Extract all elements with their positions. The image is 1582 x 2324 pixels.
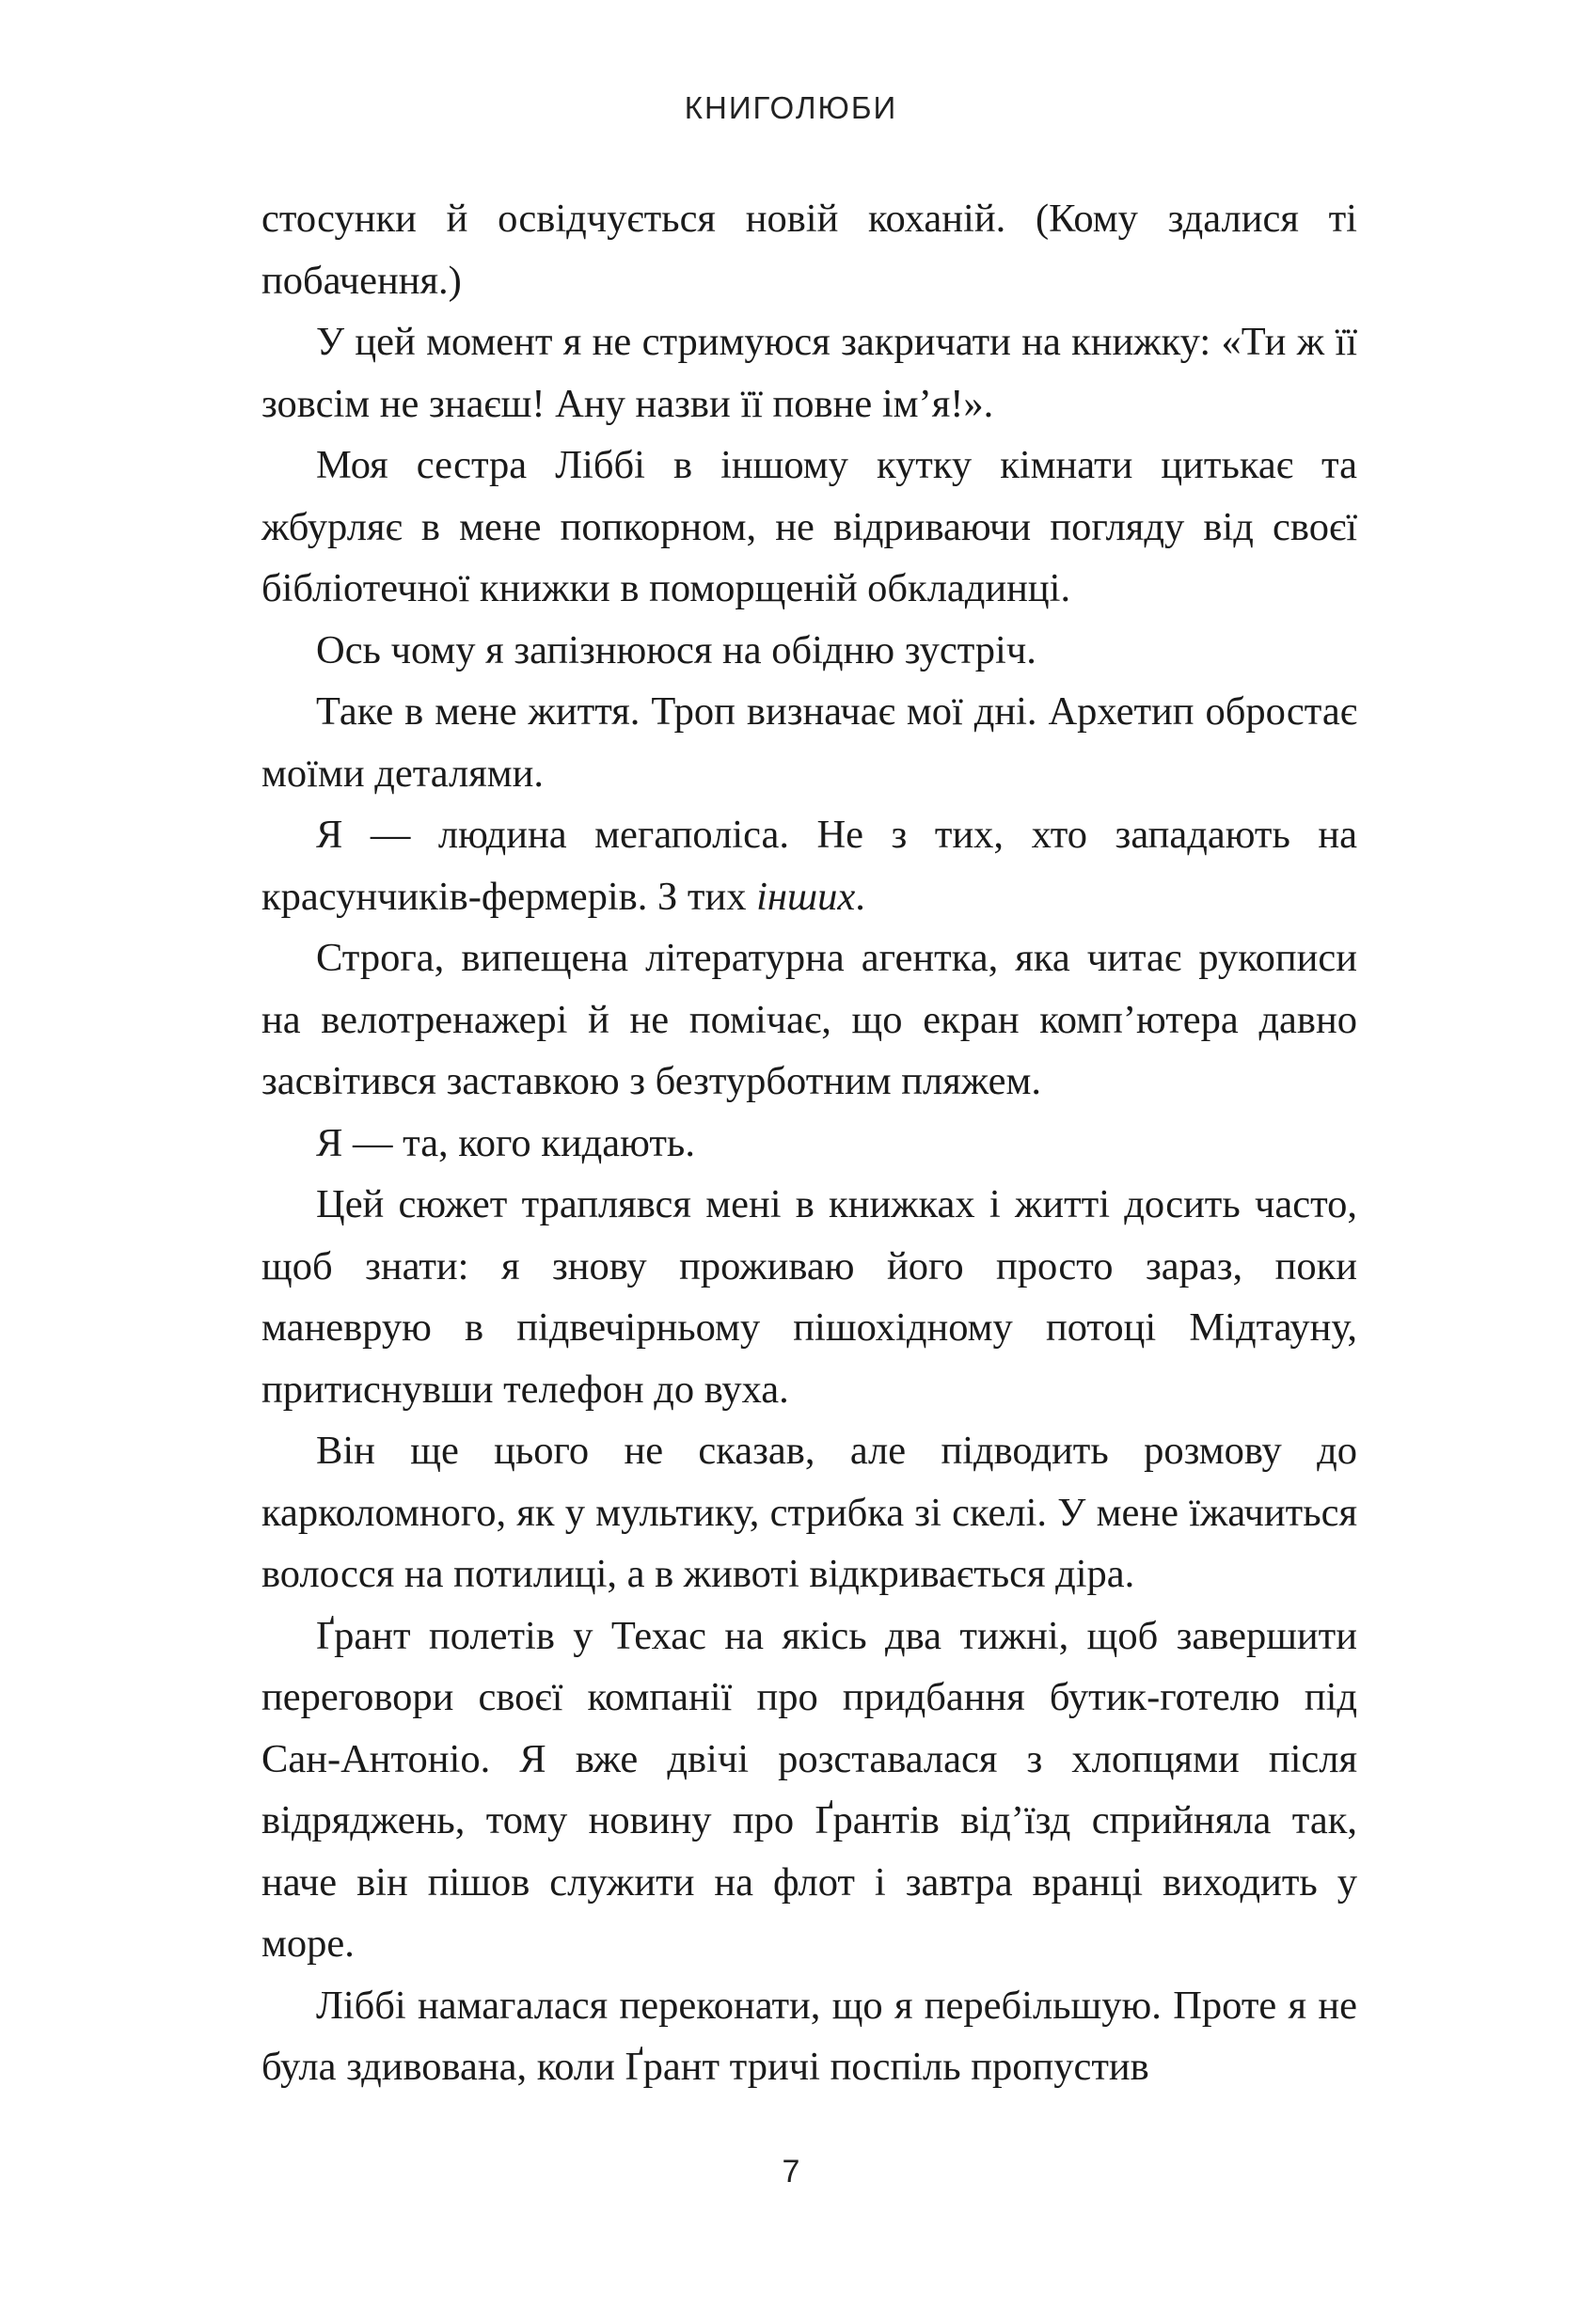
paragraph: У цей момент я не стримуюся закричати на книжку: «Ти ж її зовсім не знаєш! Ану назви її повне ім’я!». xyxy=(261,320,1357,426)
paragraph: Ґрант полетів у Техас на якісь два тижні, щоб завершити переговори своєї компанії про придбання бутик-готелю під Сан-Антоніо. Я вже двічі розставалася з хлопцями після відряджень, тому новину про Ґрантів від’їзд сприйняла так, наче він пішов служити на флот і завтра вранці виходить у море. xyxy=(261,1613,1357,1966)
paragraph-continuation: стосунки й освідчується новій коханій. (Кому здалися ті побачення.) xyxy=(261,197,1357,303)
paragraph: Він ще цього не сказав, але підводить розмову до карколомного, як у мультику, стрибка зі скелі. У мене їжачиться волосся на потилиці, а в животі відкривається діра. xyxy=(261,1429,1357,1596)
running-head: КНИГОЛЮБИ xyxy=(684,90,898,125)
paragraph: Цей сюжет траплявся мені в книжках і житті досить часто, щоб знати: я знову проживаю його просто зараз, поки маневрую в підвечірньому пішохідному потоці Мідтауну, притиснувши телефон до вуха. xyxy=(261,1182,1357,1412)
paragraph xyxy=(261,804,1357,927)
paragraph: Таке в мене життя. Троп визначає мої дні. Архетип обростає моїми деталями. xyxy=(261,689,1357,796)
paragraph-text: . xyxy=(855,874,865,919)
paragraph-text: Я — людина мегаполіса. Не з тих, хто западають на красунчиків-фермерів. З тих xyxy=(261,813,1357,919)
paragraph: Ліббі намагалася переконати, що я перебільшую. Проте я не була здивована, коли Ґрант тричі поспіль пропустив xyxy=(261,1983,1357,2089)
paragraph: Ось чому я запізнююся на обідню зустріч. xyxy=(316,627,1036,672)
paragraph: Строга, випещена літературна агентка, яка читає рукописи на велотренажері й не помічає, що екран комп’ютера давно засвітився заставкою з безтурботним пляжем. xyxy=(261,936,1357,1103)
emphasis-text: інших xyxy=(756,874,856,919)
paragraph: Моя сестра Ліббі в іншому кутку кімнати цитькає та жбурляє в мене попкорном, не відриваючи погляду від своєї бібліотечної книжки в поморщеній обкладинці. xyxy=(261,443,1357,610)
paragraph: Я — та, кого кидають. xyxy=(316,1120,695,1165)
body-text xyxy=(261,188,1357,2098)
page-number: 7 xyxy=(782,2154,800,2190)
